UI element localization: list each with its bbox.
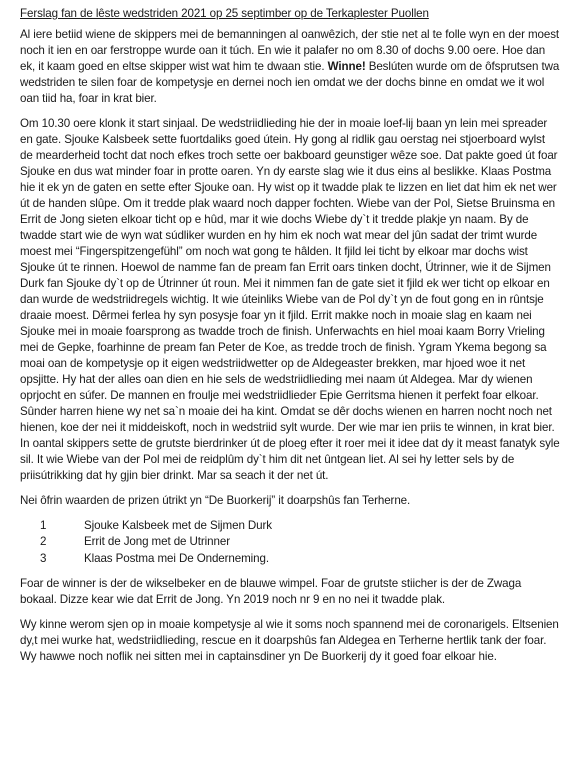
document-page [20, 6, 560, 674]
result-rank: 1 [40, 519, 47, 532]
intro-text-start: Al iere betiid wiene de skippers mei de bemanningen al oanwêzich, der stie net al te folle wyn en der moest noch it ien en oar ferstroppe wurde oan it túch. En wie it palafer no om 8.30 of dochs 9.00 oere. Hoe dan ek, it kaam goed en eltse skipper wist wat him te dwaan stie. [20, 28, 560, 73]
result-item [20, 518, 560, 534]
report-title: Ferslag fan de lêste wedstriden 2021 op 25 septimber op de Terkaplester Puollen [20, 7, 429, 20]
result-item [20, 551, 560, 567]
result-text: Sjouke Kalsbeek met de Sijmen Durk [84, 519, 272, 532]
prize-intro-paragraph: Nei ôfrin waarden de prizen útrikt yn “De Buorkerij” it doarpshûs fan Terherne. [20, 494, 411, 507]
intro-paragraph [20, 27, 560, 107]
winne-emphasis: Winne! [327, 60, 366, 73]
trophy-paragraph: Foar de winner is der de wikselbeker en de blauwe wimpel. Foar de grutste stiicher is der de Zwaga bokaal. Dizze kear wie dat Errit de Jong. Yn 2019 noch nr 9 en no nei it twadde plak. [20, 577, 522, 607]
result-rank: 3 [40, 551, 47, 565]
intro-text-end: Beslúten wurde om de ôfsprutsen twa wedstriden te silen foar de kompetysje en dernei noch ien omdat we der dochs binne en omdat we it wol oan tiid ha, foar in krat bier. [20, 60, 560, 105]
result-text: Klaas Postma mei De Onderneming. [84, 551, 269, 565]
result-rank: 2 [40, 535, 47, 549]
race-report-paragraph: Om 10.30 oere klonk it start sinjaal. De wedstriidlieding hie der in moaie loef-lij baan yn lein mei spreader en gate. Sjouke Kalsbeek sette fuortdaliks goed útein. Hy gong al ridlik gau oerstag nei stjoerboard wylst de mearderheid tocht dat noch efkes troch sette oer bakboard geunstiger wêze soe. Dat pakte goed út foar Sjouke en dus wat minder foar in protte oaren. Yn dy earste slag wie it dus eins al beslikke. Klaas Postma hie it ek yn de gaten en sette efter Sjouke oan. Hy wist op it twadde plak te lizzen en liet dat him ek net wer út de handen slûpe. Om it tredde plak waard noch dapper fochten. Wiebe van der Pol, Sietse Bruinsma en Errit de Jong sieten elkoar ticht op e hûd, mar it wie dochs Wiebe dy`t it tredde plakje yn naam. By de twadde start wie de wyn wat súdliker wurden en hy him ek noch wat mear del jûn sadat der trimt wurde moest mei “Fingerspitzengefühl” om noch wat gong te hâlden. It fjild lei ticht by elkoar mar dochs wist Sjouke út te rinnen. Hoewol de namme fan de pream fan Errit oars tinken docht, Útrinner, wie it de Sijmen Durk fan Sjouke dy`t op de Útrinner út roun. Mei it nimmen fan de gate siet it fjild ek wer ticht op elkoar en dan wurde de wedstriidregels wichtig. It wie úteinliks Wiebe van de Pol dy`t yn de fout gong en in rûntsje draaie moest. Dêrmei ferlea hy syn posysje foar yn it fjild. Errit makke noch in moaie slag en kaam nei Sjouke mei in moaie foarsprong as twadde troch de finish. Unferwachts en hiel moai kaam Borry Vrieling mei de Gepke, foarhinne de pream fan Peter de Koe, as tredde troch de finish. Ygram Ykema begong sa moai oan de kompetysje op it eigen wedstriidwetter op de Aldegeaster brekken, mar hjoed woe it net opsjitte. Hy hat der alles oan dien en hie sels de wedstriidlieding mei naam út Aldegea. Mar dy wienen oprjocht en súfer. De mannen en froulje mei wedstriidlieder Epie Gerritsma hienen it perfekt foar elkoar. Sûnder harren hiene wy net sa`n moaie dei ha kint. Omdat se dêr dochs wienen en harren nocht noch net hienen, koe der nei it middeiskoft, noch in wedstriid sylt wurde. Der wie mar ien priis te winnen, in krat bier. In oantal skippers sette de grutste bierdrinker út de ploeg efter it roer mei it idee dat dy it meast fanatyk syle sil. It wie Wiebe van der Pol mei de reidplûm dy`t him dit net ûntgean liet. Al sei hy letter sels by de priisútrikking dat hy gjin bier drinkt. Mar sa seach it der net út. [20, 117, 560, 482]
results-list [20, 518, 560, 567]
result-item [20, 534, 560, 550]
closing-paragraph: Wy kinne werom sjen op in moaie kompetysje al wie it soms noch spannend mei de coronarigels. Eltsenien dy,t mei wurke hat, wedstriidlieding, rescue en it doarpshûs fan Aldegea en Terherne hertlik tank der foar. Wy hawwe noch noflik nei sitten mei in captainsdiner yn De Buorkerij dy it goed foar elkoar hie. [20, 618, 559, 664]
result-text: Errit de Jong met de Utrinner [84, 535, 230, 549]
